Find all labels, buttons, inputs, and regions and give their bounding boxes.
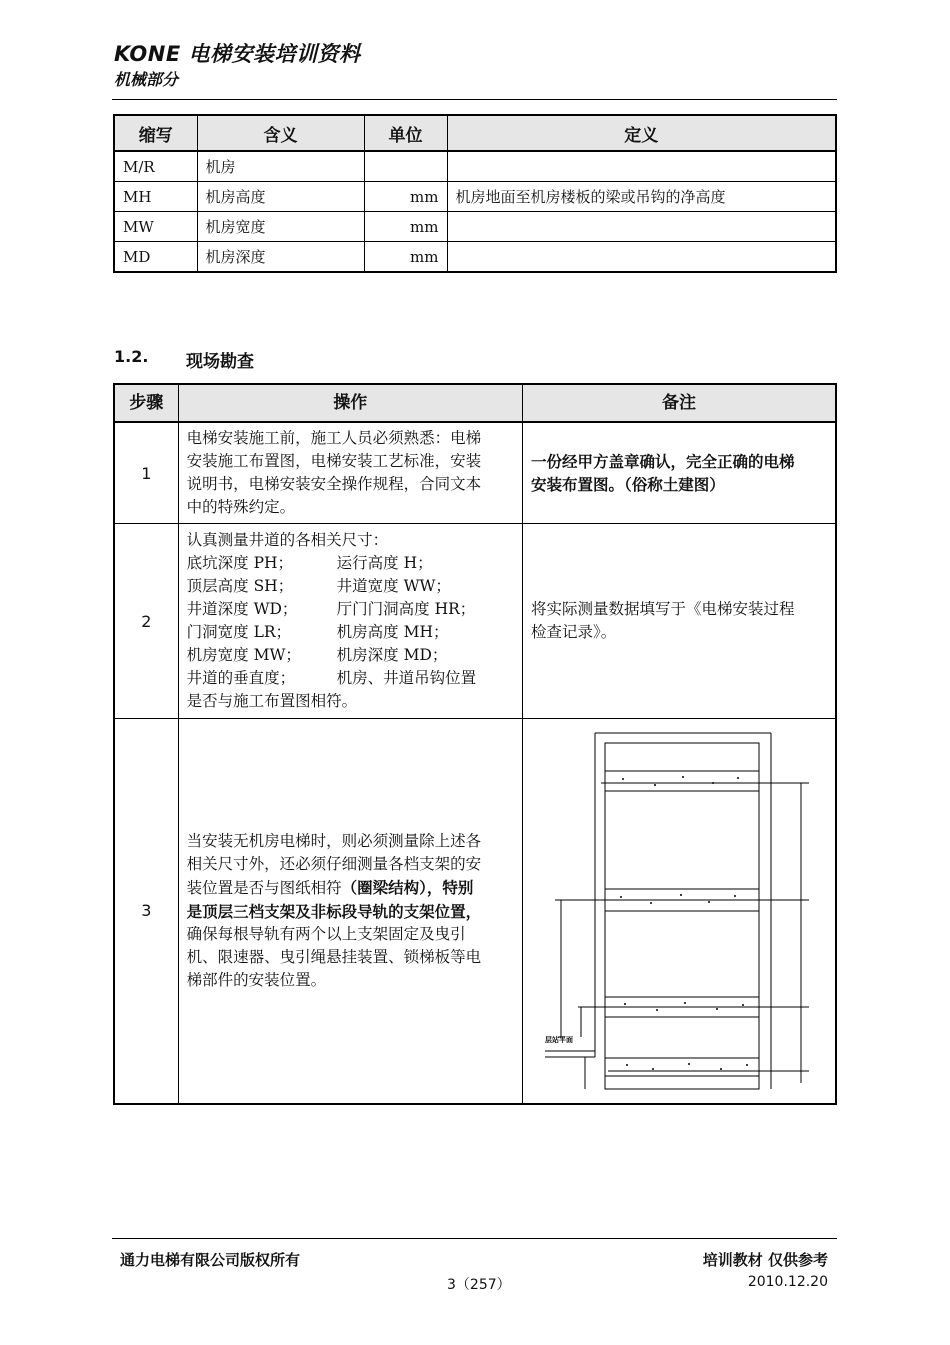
unit-cell: mm (364, 242, 447, 273)
text-line: 一份经甲方盖章确认，完全正确的电梯 (531, 452, 795, 471)
col-header-abbr: 缩写 (114, 115, 197, 151)
page-number: 3（257） (447, 1277, 511, 1293)
meaning-cell: 机房深度 (197, 242, 364, 273)
measurement-item: 门洞宽度 LR； (186, 623, 292, 641)
text-segment: 装位置是否与图纸相符 (186, 878, 342, 897)
text-line: 安装施工布置图，电梯安装工艺标准，安装 (186, 452, 482, 470)
text-line (187, 876, 514, 900)
measurement-pair (187, 644, 514, 667)
table-row (114, 182, 836, 212)
measurement-item: 机房深度 MD； (336, 646, 448, 664)
abbreviation-table-header (114, 115, 836, 151)
step-row-3 (114, 719, 836, 1104)
col-header-remark: 备注 (523, 384, 837, 422)
col-header-step: 步骤 (114, 384, 178, 422)
text-segment-bold: （圈梁结构），特别 (341, 877, 474, 897)
definition-cell (447, 212, 836, 242)
measurement-item: 机房高度 MH； (336, 623, 449, 641)
abbreviation-table (113, 114, 837, 273)
meaning-cell: 机房 (197, 151, 364, 182)
section-title: 现场勘查 (186, 352, 254, 372)
measurement-item: 机房、井道吊钩位置 (336, 669, 477, 687)
step-operation (178, 524, 522, 719)
measurement-item: 底坑深度 PH； (186, 554, 294, 572)
header-divider (112, 99, 837, 100)
text-line: 安装布置图。（俗称土建图） (531, 475, 725, 494)
measurement-pair (187, 667, 514, 690)
footer-notice: 培训教材 仅供参考 (702, 1251, 828, 1269)
text-line: 机、限速器、曳引绳悬挂装置、锁梯板等电 (186, 947, 482, 966)
col-header-definition: 定义 (447, 115, 836, 151)
measurement-pair (187, 552, 514, 575)
footer-copyright: 通力电梯有限公司版权所有 (120, 1251, 301, 1269)
footer-divider (112, 1238, 837, 1239)
step-number: 1 (114, 422, 178, 524)
col-header-meaning: 含义 (197, 115, 364, 151)
text-line: 是顶层三档支架及非标段导轨的支架位置， (186, 901, 482, 921)
text-line: 相关尺寸外，还必须仔细测量各档支架的安 (186, 854, 482, 873)
text-line: 是否与施工布置图相符。 (186, 692, 358, 710)
survey-steps-table (113, 383, 837, 1105)
measurement-item: 顶层高度 SH； (186, 577, 294, 595)
definition-cell: 机房地面至机房楼板的梁或吊钩的净高度 (447, 182, 836, 212)
definition-cell (447, 242, 836, 273)
step-operation (178, 422, 522, 524)
section-number: 1.2. (114, 347, 149, 366)
table-row (114, 151, 836, 182)
col-header-operation: 操作 (178, 384, 522, 422)
measurement-item: 井道宽度 WW； (336, 577, 451, 595)
measurement-item: 运行高度 H； (336, 554, 433, 572)
definition-cell (447, 151, 836, 182)
unit-cell: mm (364, 182, 447, 212)
text-line: 确保每根导轨有两个以上支架固定及曳引 (186, 924, 466, 943)
footer-date: 2010.12.20 (747, 1274, 828, 1290)
text-line: 说明书，电梯安装安全操作规程，合同文本 (186, 475, 482, 493)
table-row (114, 242, 836, 273)
step-row-1 (114, 422, 836, 524)
unit-cell: mm (364, 212, 447, 242)
table-row (114, 212, 836, 242)
measurement-item: 机房宽度 MW； (186, 646, 301, 664)
abbr-cell: MW (114, 212, 197, 242)
step-number: 2 (114, 524, 178, 719)
hoistway-bracket-diagram (523, 719, 835, 1102)
text-line: 中的特殊约定。 (186, 498, 296, 516)
measurement-pair (187, 621, 514, 644)
measurement-pair (187, 575, 514, 598)
text-line: 当安装无机房电梯时，则必须测量除上述各 (186, 831, 482, 850)
text-line: 将实际测量数据填写于《电梯安装过程 (531, 600, 795, 618)
unit-cell (364, 151, 447, 182)
measurement-item: 井道深度 WD； (186, 600, 298, 618)
step-remark (523, 422, 837, 524)
text-line: 检查记录》。 (531, 623, 617, 641)
document-subtitle: 机械部分 (114, 70, 179, 89)
diagram-label: 层站平面 (545, 1036, 573, 1045)
measurement-item: 厅门门洞高度 HR； (336, 600, 476, 618)
step-remark (523, 524, 837, 719)
step-remark (523, 719, 837, 1104)
measurement-item: 井道的垂直度； (186, 669, 296, 687)
step-row-2 (114, 524, 836, 719)
col-header-unit: 单位 (364, 115, 447, 151)
text-line: 认真测量井道的各相关尺寸： (186, 531, 389, 549)
meaning-cell: 机房高度 (197, 182, 364, 212)
text-line: 梯部件的安装位置。 (186, 970, 327, 989)
abbr-cell: M/R (114, 151, 197, 182)
step-operation (178, 719, 522, 1104)
meaning-cell: 机房宽度 (197, 212, 364, 242)
step-number: 3 (114, 719, 178, 1104)
abbr-cell: MD (114, 242, 197, 273)
abbr-cell: MH (114, 182, 197, 212)
document-title: KONE 电梯安装培训资料 (114, 42, 361, 66)
steps-table-header (114, 384, 836, 422)
text-line: 电梯安装施工前，施工人员必须熟悉：电梯 (186, 429, 482, 447)
measurement-pair (187, 598, 514, 621)
